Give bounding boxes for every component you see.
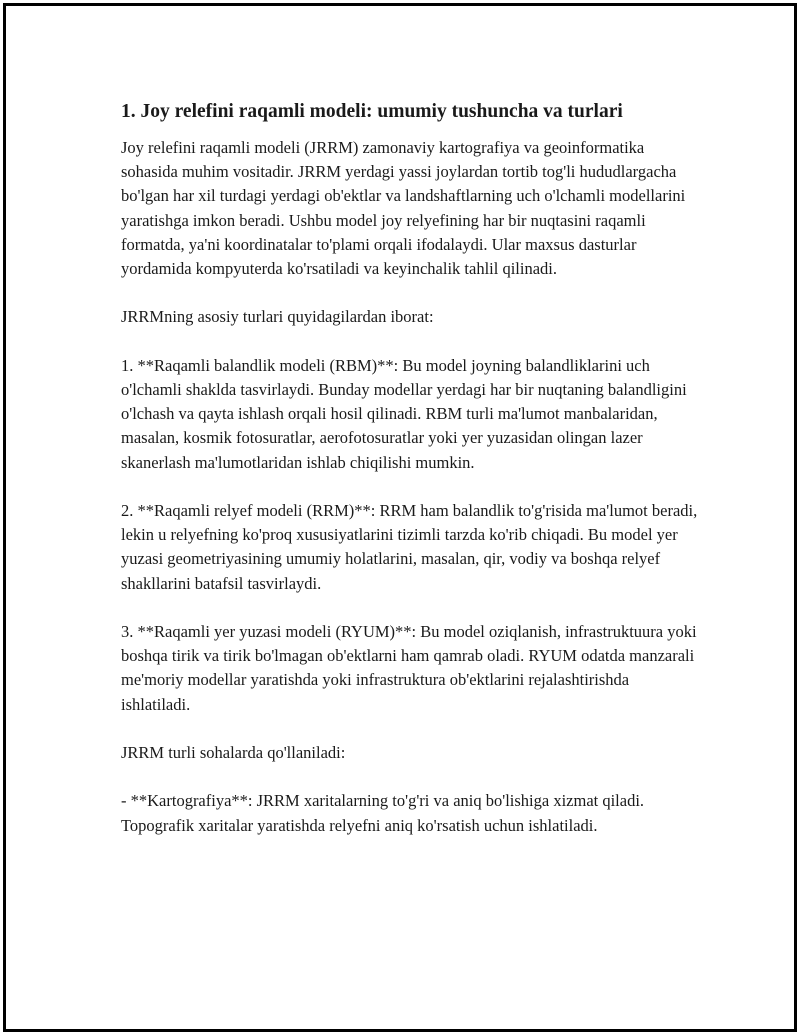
paragraph-type-ryum: 3. **Raqamli yer yuzasi modeli (RYUM)**: Bu model oziqlanish, infrastruktuura yoki boshqa tirik va tirik bo'lmagan ob'ektlarni ham qamrab oladi. RYUM odatda manzarali me'moriy modellar yaratishda yoki infrastruktura ob'ektlarini rejalashtirishda ishlatiladi. (121, 622, 697, 714)
document-content (121, 98, 701, 862)
paragraph-type-rrm: 2. **Raqamli relyef modeli (RRM)**: RRM ham balandlik to'g'risida ma'lumot beradi, lekin u relyefning ko'proq xususiyatlarini tizimli tarzda ko'rib chiqadi. Bu model yer yuzasi geometriyasining umumiy holatlarini, masalan, qir, vodiy va boshqa relyef shakllarini batafsil tasvirlaydi. (121, 501, 698, 593)
page-frame (3, 3, 797, 1032)
paragraph-application-cartography: - **Kartografiya**: JRRM xaritalarning to'g'ri va aniq bo'lishiga xizmat qiladi. Topografik xaritalar yaratishda relyefni aniq ko'rsatish uchun ishlatiladi. (121, 791, 645, 835)
document-title: 1. Joy relefini raqamli modeli: umumiy tushuncha va turlari (121, 101, 623, 122)
paragraph-type-rbm: 1. **Raqamli balandlik modeli (RBM)**: Bu model joyning balandliklarini uch o'lchamli shaklda tasvirlaydi. Bunday modellar yerdagi har bir nuqtaning balandligini o'lchash va qayta ishlash orqali hosil qilinadi. RBM turli ma'lumot manbalaridan, masalan, kosmik fotosuratlar, aerofotosuratlar yoki yer yuzasidan olingan lazer skanerlash ma'lumotlaridan ishlab chiqilishi mumkin. (121, 355, 687, 472)
paragraph-types-heading: JRRMning asosiy turlari quyidagilardan iborat: (121, 307, 434, 327)
paragraph-applications-heading: JRRM turli sohalarda qo'llaniladi: (121, 743, 346, 762)
paragraph-intro: Joy relefini raqamli modeli (JRRM) zamonaviy kartografiya va geoinformatika sohasida muhim vositadir. JRRM yerdagi yassi joylardan tortib tog'li hududlargacha bo'lgan har xil turdagi yerdagi ob'ektlar va landshaftlarning uch o'lchamli modellarini yaratishga imkon beradi. Ushbu model joy relyefining har bir nuqtasini raqamli formatda, ya'ni koordinatalar to'plami orqali ifodalaydi. Ular maxsus dasturlar yordamida kompyuterda ko'rsatiladi va keyinchalik tahlil qilinadi. (121, 138, 686, 279)
